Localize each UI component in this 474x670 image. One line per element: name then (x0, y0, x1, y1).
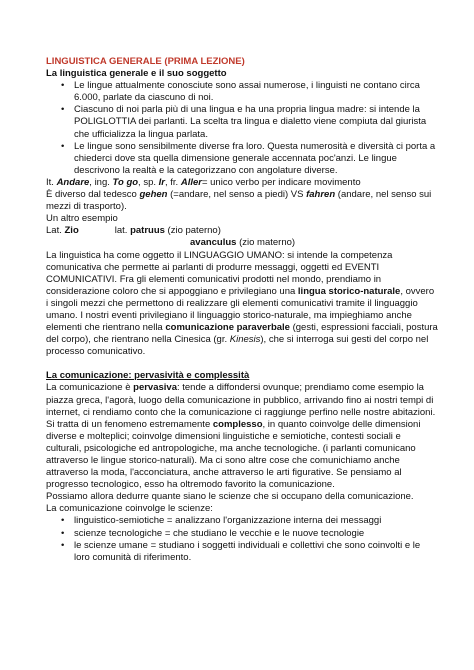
example-intro: Un altro esempio (46, 213, 118, 225)
bullet-item-1: • Le lingue attualmente conosciute sono assai numerose, i linguisti ne contano circa 6.000, parlate da ciascuno di noi. (74, 80, 438, 104)
bullet-item-3: • Le lingue sono sensibilmente diverse fra loro. Questa numerosità e diversità ci porta a chiederci dove sta quella dimensione generale accennata poc'anzi. Le lingue descrivono la realtà e la categorizzano con angolature diverse. (74, 141, 438, 177)
bullet-item-2: • Ciascuno di noi parla più di una lingua e ha una propria lingua madre: si intende la POLIGLOTTIA dei parlanti. La scelta tra lingua e dialetto viene compiuta dal giurista che ufficializza la lingua parlata. (74, 104, 438, 140)
example-line-2: È diverso dal tedesco gehen (=andare, nel senso a piedi) VS fahren (andare, nel senso sui mezzi di trasporto). (46, 189, 432, 213)
bullet-list-1 (46, 80, 438, 177)
paragraph-linguaggio: La linguistica ha come oggetto il LINGUAGGIO UMANO: si intende la competenza comunicativa che permette ai parlanti di produrre messaggi, oggetti ed EVENTI COMUNICATIVI. Fra gli elementi comunicativi prodotti nel mondo, prendiamo in considerazione coloro che si appoggiano e privilegiano una lingua storico-naturale, ovvero i singoli mezzi che permettono di realizzare gli elementi comunicativi tramite il linguaggio umano. I nostri eventi privilegiano il linguaggio storico-naturale, ma impieghiamo anche elementi che rientrano nella comunicazione paraverbale (gesti, espressioni facciali, postura del corpo), che rientrano nella Cinesica (gr. Kinesis), che si interroga sui gesti del corpo nel processo comunicativo. (46, 249, 438, 358)
paragraph-scienze-intro: Possiamo allora dedurre quante siano le scienze che si occupano della comunicazione. (46, 491, 414, 503)
paragraph-comunicazione: La comunicazione è pervasiva: tende a diffondersi ovunque; prendiamo come esempio la piazza greca, l'agorà, luogo della comunicazione in pubblico, arrivando fino ai nostri tempi di internet, ci rendiamo conto che la comunicazione ci raggiunge perfino nelle nostre abitazioni. Si tratta di un fenomeno estremamente complesso, in quanto coinvolge delle dimensioni diverse e molteplici; coinvolge dimensioni linguistiche e semiotiche, contesti sociali e culturali, psicologiche ed antropologiche, ma anche tecnologiche. (i parlanti comunicano attraverso le lingue storico-naturali). Ma ci sono altre cose che comunichiamo anche attraverso la moda, l'acconciatura, anche attraverso le arti figurative. Se pensiamo al progresso tecnologico, esso ha oltremodo favorito la comunicazione. (46, 382, 436, 491)
science-item-1: • linguistico-semiotiche = analizzano l'organizzazione interna dei messaggi (74, 515, 438, 527)
science-item-3: • le scienze umane = studiano i soggetti individuali e collettivi che sono coinvolti e le loro comunità di riferimento. (74, 540, 438, 564)
example-line-1: It. Andare, ing. To go, sp. Ir, fr. Aller= unico verbo per indicare movimento (46, 176, 361, 188)
bullet-list-2 (46, 515, 438, 563)
paragraph-scienze-lead: La comunicazione coinvolge le scienze: (46, 503, 213, 515)
section-heading-1: La linguistica generale e il suo soggetto (46, 68, 227, 80)
science-item-2: • scienze tecnologiche = che studiano le vecchie e le nuove tecnologie (74, 528, 438, 540)
example-latin-line-1: Lat. Zio lat. patruus (zio paterno) (46, 225, 221, 237)
document-title: LINGUISTICA GENERALE (PRIMA LEZIONE) (46, 56, 245, 67)
section-heading-2: La comunicazione: pervasività e complessità (46, 370, 250, 382)
example-latin-line-2: avanculus (zio materno) (190, 237, 296, 249)
